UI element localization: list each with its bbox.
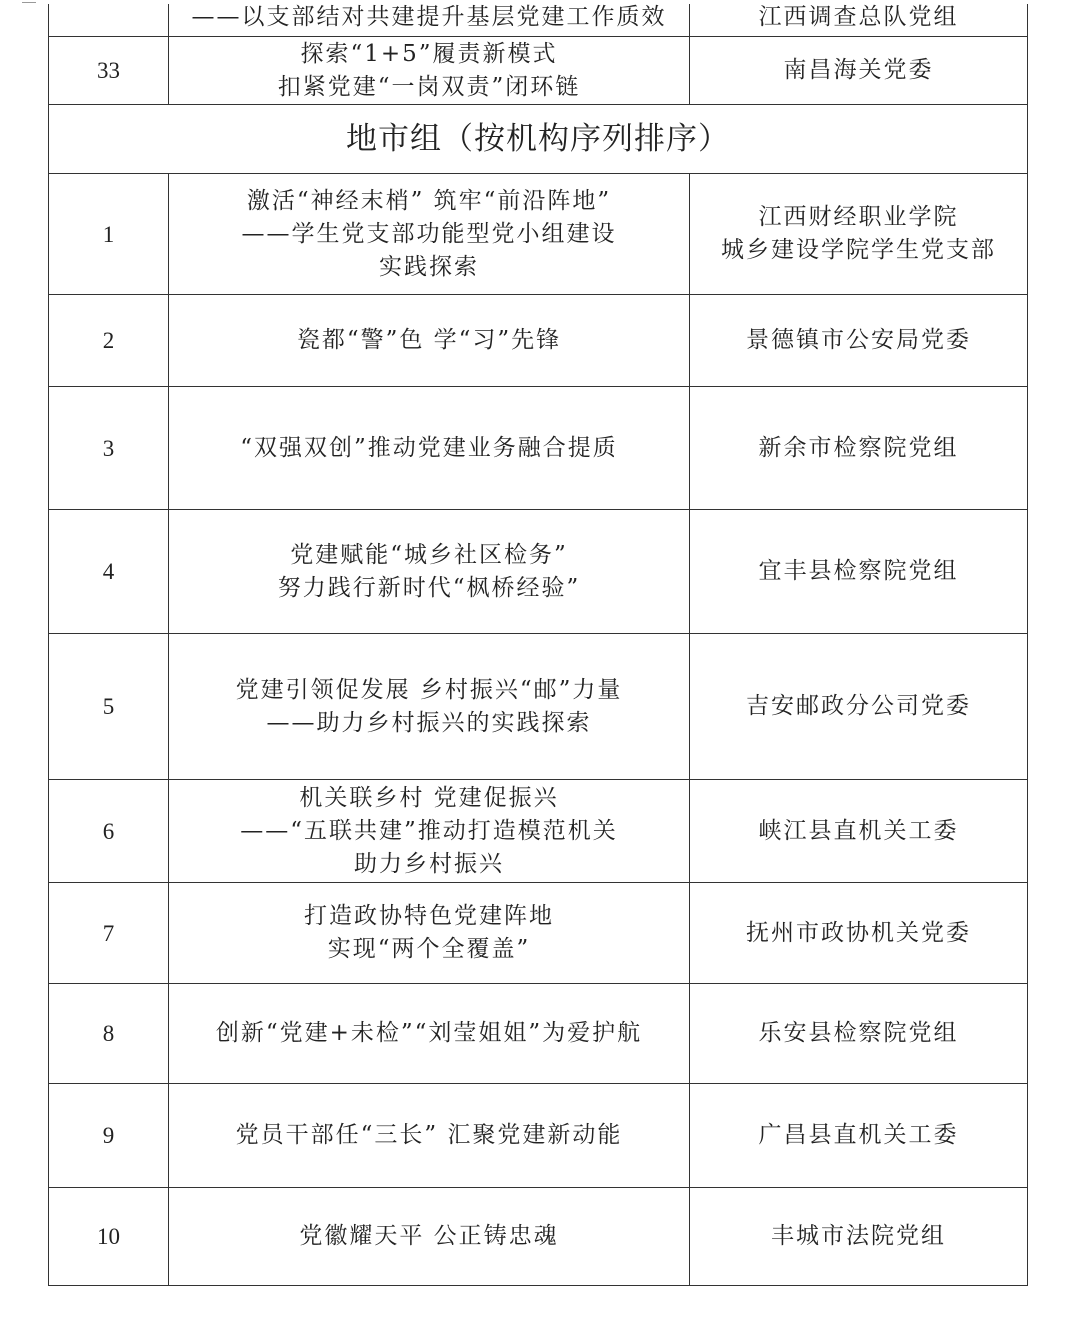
unit-cell [690, 295, 1028, 387]
unit-cell [690, 1084, 1028, 1188]
row-number-cell: 5 [49, 634, 169, 780]
title-cell [169, 634, 690, 780]
title-cell [169, 37, 690, 105]
table-row [49, 883, 1028, 984]
title-line: ——学生党支部功能型党小组建设 [241, 220, 617, 247]
title-line: 机关联乡村 党建促振兴 [299, 784, 559, 811]
title-cell [169, 295, 690, 387]
title-line: 党建赋能“城乡社区检务” [290, 541, 568, 568]
section-title: 地市组（按机构序列排序） [49, 105, 1028, 174]
row-number-cell: 3 [49, 387, 169, 510]
title-cell [169, 883, 690, 984]
title-line: “双强双创”推动党建业务融合提质 [240, 434, 618, 461]
unit-cell [690, 174, 1028, 295]
table-row-continued [49, 4, 1028, 37]
row-number-cell: 8 [49, 984, 169, 1084]
row-number-cell: 7 [49, 883, 169, 984]
table-row [49, 510, 1028, 634]
title-line: 实现“两个全覆盖” [327, 936, 531, 962]
unit-line: 广昌县直机关工委 [758, 1122, 959, 1148]
table-row [49, 984, 1028, 1084]
title-line: 激活“神经末梢” 筑牢“前沿阵地” [246, 187, 612, 214]
row-number-cell [49, 4, 169, 37]
unit-cell [690, 883, 1028, 984]
row-number-cell: 10 [49, 1188, 169, 1286]
title-cell [169, 387, 690, 510]
unit-line: 景德镇市公安局党委 [746, 327, 971, 353]
unit-cell: 江西调查总队党组 [690, 4, 1028, 37]
title-cell [169, 510, 690, 634]
unit-cell [690, 634, 1028, 780]
unit-line: 新余市检察院党组 [758, 434, 959, 461]
unit-cell [690, 387, 1028, 510]
table-row [49, 780, 1028, 883]
title-line: 瓷都“警”色 学“习”先锋 [296, 327, 562, 353]
title-line: 实践探索 [379, 253, 479, 280]
title-cell [169, 174, 690, 295]
title-line: 努力践行新时代“枫桥经验” [277, 574, 581, 601]
table-row [49, 174, 1028, 295]
unit-line: 宜丰县检察院党组 [758, 558, 959, 584]
title-line: ——助力乡村振兴的实践探索 [266, 709, 592, 736]
table-row-33 [49, 37, 1028, 105]
row-number-cell: 4 [49, 510, 169, 634]
title-line: 扣紧党建“一岗双责”闭环链 [277, 73, 581, 100]
title-cell [169, 984, 690, 1084]
unit-line: 丰城市法院党组 [771, 1223, 946, 1249]
table-row [49, 634, 1028, 780]
unit-line: 抚州市政协机关党委 [746, 919, 971, 946]
title-line: 助力乡村振兴 [354, 850, 504, 877]
title-line: 探索“1+5”履责新模式 [300, 40, 558, 67]
unit-cell [690, 37, 1028, 105]
edge-mark [22, 2, 36, 3]
title-cell [169, 1084, 690, 1188]
table-row [49, 1084, 1028, 1188]
row-number-cell: 1 [49, 174, 169, 295]
row-number-cell: 6 [49, 780, 169, 883]
unit-line: 乐安县检察院党组 [758, 1020, 959, 1046]
unit-cell [690, 510, 1028, 634]
table-row [49, 1188, 1028, 1286]
title-line: 党徽耀天平 公正铸忠魂 [299, 1223, 559, 1249]
title-line: 创新“党建+未检”“刘莹姐姐”为爱护航 [215, 1020, 643, 1046]
row-number-cell: 9 [49, 1084, 169, 1188]
title-line: 打造政协特色党建阵地 [304, 903, 554, 929]
title-cell [169, 780, 690, 883]
unit-cell [690, 984, 1028, 1084]
unit-line: 峡江县直机关工委 [758, 817, 959, 844]
section-header-row [49, 105, 1028, 174]
title-cell: ——以支部结对共建提升基层党建工作质效 [169, 4, 690, 37]
title-line: ——“五联共建”推动打造模范机关 [240, 817, 618, 844]
unit-cell [690, 780, 1028, 883]
title-cell [169, 1188, 690, 1286]
row-number-cell: 2 [49, 295, 169, 387]
title-line: 党建引领促发展 乡村振兴“邮”力量 [235, 676, 623, 703]
title-line: 党员干部任“三长” 汇聚党建新动能 [235, 1122, 623, 1148]
unit-cell [690, 1188, 1028, 1286]
unit-line: 南昌海关党委 [783, 57, 934, 83]
table-row [49, 387, 1028, 510]
table-row [49, 295, 1028, 387]
row-number-cell: 33 [49, 37, 169, 105]
unit-line: 江西财经职业学院 [758, 204, 959, 230]
award-list-table [48, 4, 1028, 1286]
unit-line: 吉安邮政分公司党委 [746, 693, 971, 719]
unit-line: 城乡建设学院学生党支部 [721, 237, 996, 263]
